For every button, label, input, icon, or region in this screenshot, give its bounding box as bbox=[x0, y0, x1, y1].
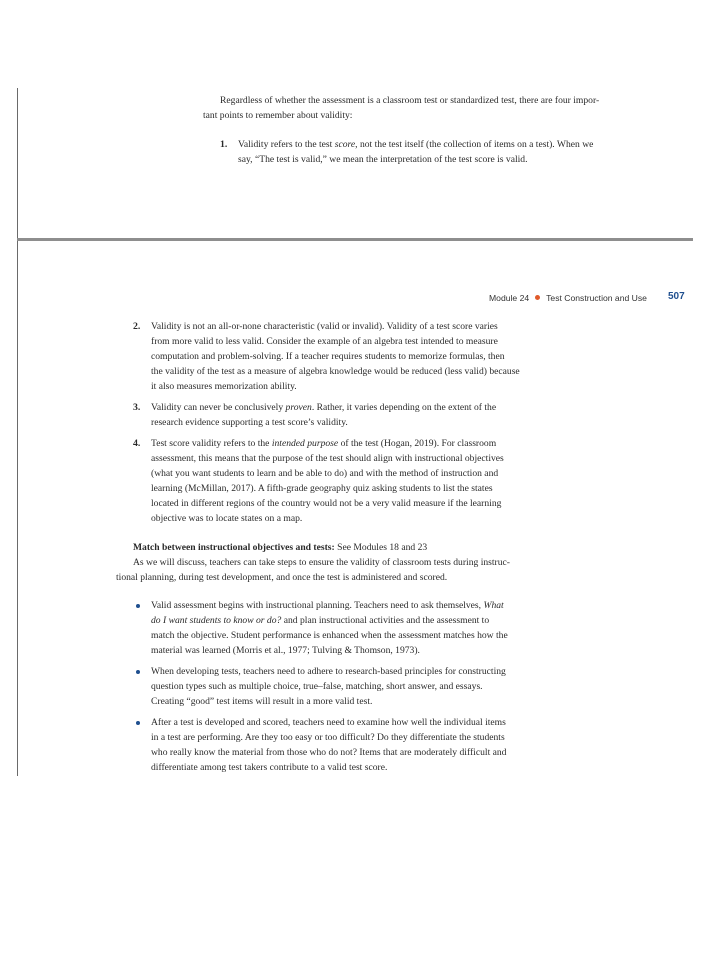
item-1-number: 1. bbox=[220, 139, 228, 150]
item-1-line-2: say, “The test is valid,” we mean the interpretation of the test score is valid. bbox=[238, 154, 528, 165]
item-3-line-1: Validity can never be conclusively proven. Rather, it varies depending on the extent of the bbox=[151, 402, 497, 413]
bullet-1-line-4: material was learned (Morris et al., 1977; Tulving & Thomson, 1973). bbox=[151, 645, 420, 656]
module-label: Module 24 bbox=[489, 293, 530, 303]
running-header bbox=[489, 293, 647, 303]
bullet-2-icon bbox=[136, 670, 140, 674]
item-2-line-3: computation and problem-solving. If a teacher requires students to memorize formulas, then bbox=[151, 351, 505, 362]
bullet-3-line-4: differentiate among test takers contribute to a valid test score. bbox=[151, 762, 388, 773]
item-3-number: 3. bbox=[133, 402, 141, 413]
item-2-line-5: it also measures memorization ability. bbox=[151, 381, 297, 392]
bullet-1-line-3: match the objective. Student performance is enhanced when the assessment matches how the bbox=[151, 630, 508, 641]
bullet-1-line-1: Valid assessment begins with instructional planning. Teachers need to ask themselves, What bbox=[151, 600, 504, 611]
match-paragraph-line-1: As we will discuss, teachers can take steps to ensure the validity of classroom tests during instruc- bbox=[133, 557, 510, 568]
bullet-2-line-2: question types such as multiple choice, true–false, matching, short answer, and essays. bbox=[151, 681, 483, 692]
chapter-title: Test Construction and Use bbox=[546, 293, 647, 303]
intro-line-1: Regardless of whether the assessment is a classroom test or standardized test, there are four impor- bbox=[220, 95, 600, 106]
page-number: 507 bbox=[668, 291, 685, 302]
bullet-3-line-2: in a test are performing. Are they too easy or too difficult? Do they differentiate the students bbox=[151, 732, 505, 743]
match-paragraph-line-2: tional planning, during test development, and once the test is administered and scored. bbox=[116, 572, 448, 583]
left-margin-rule-bottom bbox=[17, 241, 18, 776]
item-4-line-6: objective was to locate states on a map. bbox=[151, 513, 303, 524]
bullet-2-line-1: When developing tests, teachers need to adhere to research-based principles for constructing bbox=[151, 666, 506, 677]
bullet-1-icon bbox=[136, 604, 140, 608]
bullet-2-line-3: Creating “good” test items will result in a more valid test. bbox=[151, 696, 373, 707]
item-3-line-2: research evidence supporting a test score’s validity. bbox=[151, 417, 348, 428]
bullet-3-line-3: who really know the material from those who do not? Items that are moderately difficult and bbox=[151, 747, 507, 758]
item-2-line-1: Validity is not an all-or-none characteristic (valid or invalid). Validity of a test score varies bbox=[151, 321, 498, 332]
bullet-3-line-1: After a test is developed and scored, teachers need to examine how well the individual items bbox=[151, 717, 506, 728]
match-heading: Match between instructional objectives and tests: See Modules 18 and 23 bbox=[133, 542, 428, 553]
bullet-3-icon bbox=[136, 721, 140, 725]
item-4-number: 4. bbox=[133, 438, 141, 449]
item-4-line-3: (what you want students to learn and be able to do) and with the method of instruction and bbox=[151, 468, 499, 479]
intro-line-2: tant points to remember about validity: bbox=[203, 110, 353, 121]
item-2-number: 2. bbox=[133, 321, 141, 332]
item-4-line-5: located in different regions of the country would not be a very valid measure if the learning bbox=[151, 498, 502, 509]
item-2-line-2: from more valid to less valid. Consider the example of an algebra test intended to measure bbox=[151, 336, 498, 347]
left-margin-rule-top bbox=[17, 88, 18, 238]
item-4-line-4: learning (McMillan, 2017). A fifth-grade geography quiz asking students to list the states bbox=[151, 483, 493, 494]
item-4-line-1: Test score validity refers to the intended purpose of the test (Hogan, 2019). For classroom bbox=[151, 438, 497, 449]
item-4-line-2: assessment, this means that the purpose of the test should align with instructional objectives bbox=[151, 453, 504, 464]
item-2-line-4: the validity of the test as a measure of algebra knowledge would be reduced (less valid) because bbox=[151, 366, 520, 377]
page-divider bbox=[17, 238, 693, 241]
bullet-1-line-2: do I want students to know or do? and plan instructional activities and the assessment to bbox=[151, 615, 490, 626]
header-dot-icon bbox=[535, 295, 540, 300]
item-1-line-1: Validity refers to the test score, not the test itself (the collection of items on a test). When we bbox=[238, 139, 594, 150]
